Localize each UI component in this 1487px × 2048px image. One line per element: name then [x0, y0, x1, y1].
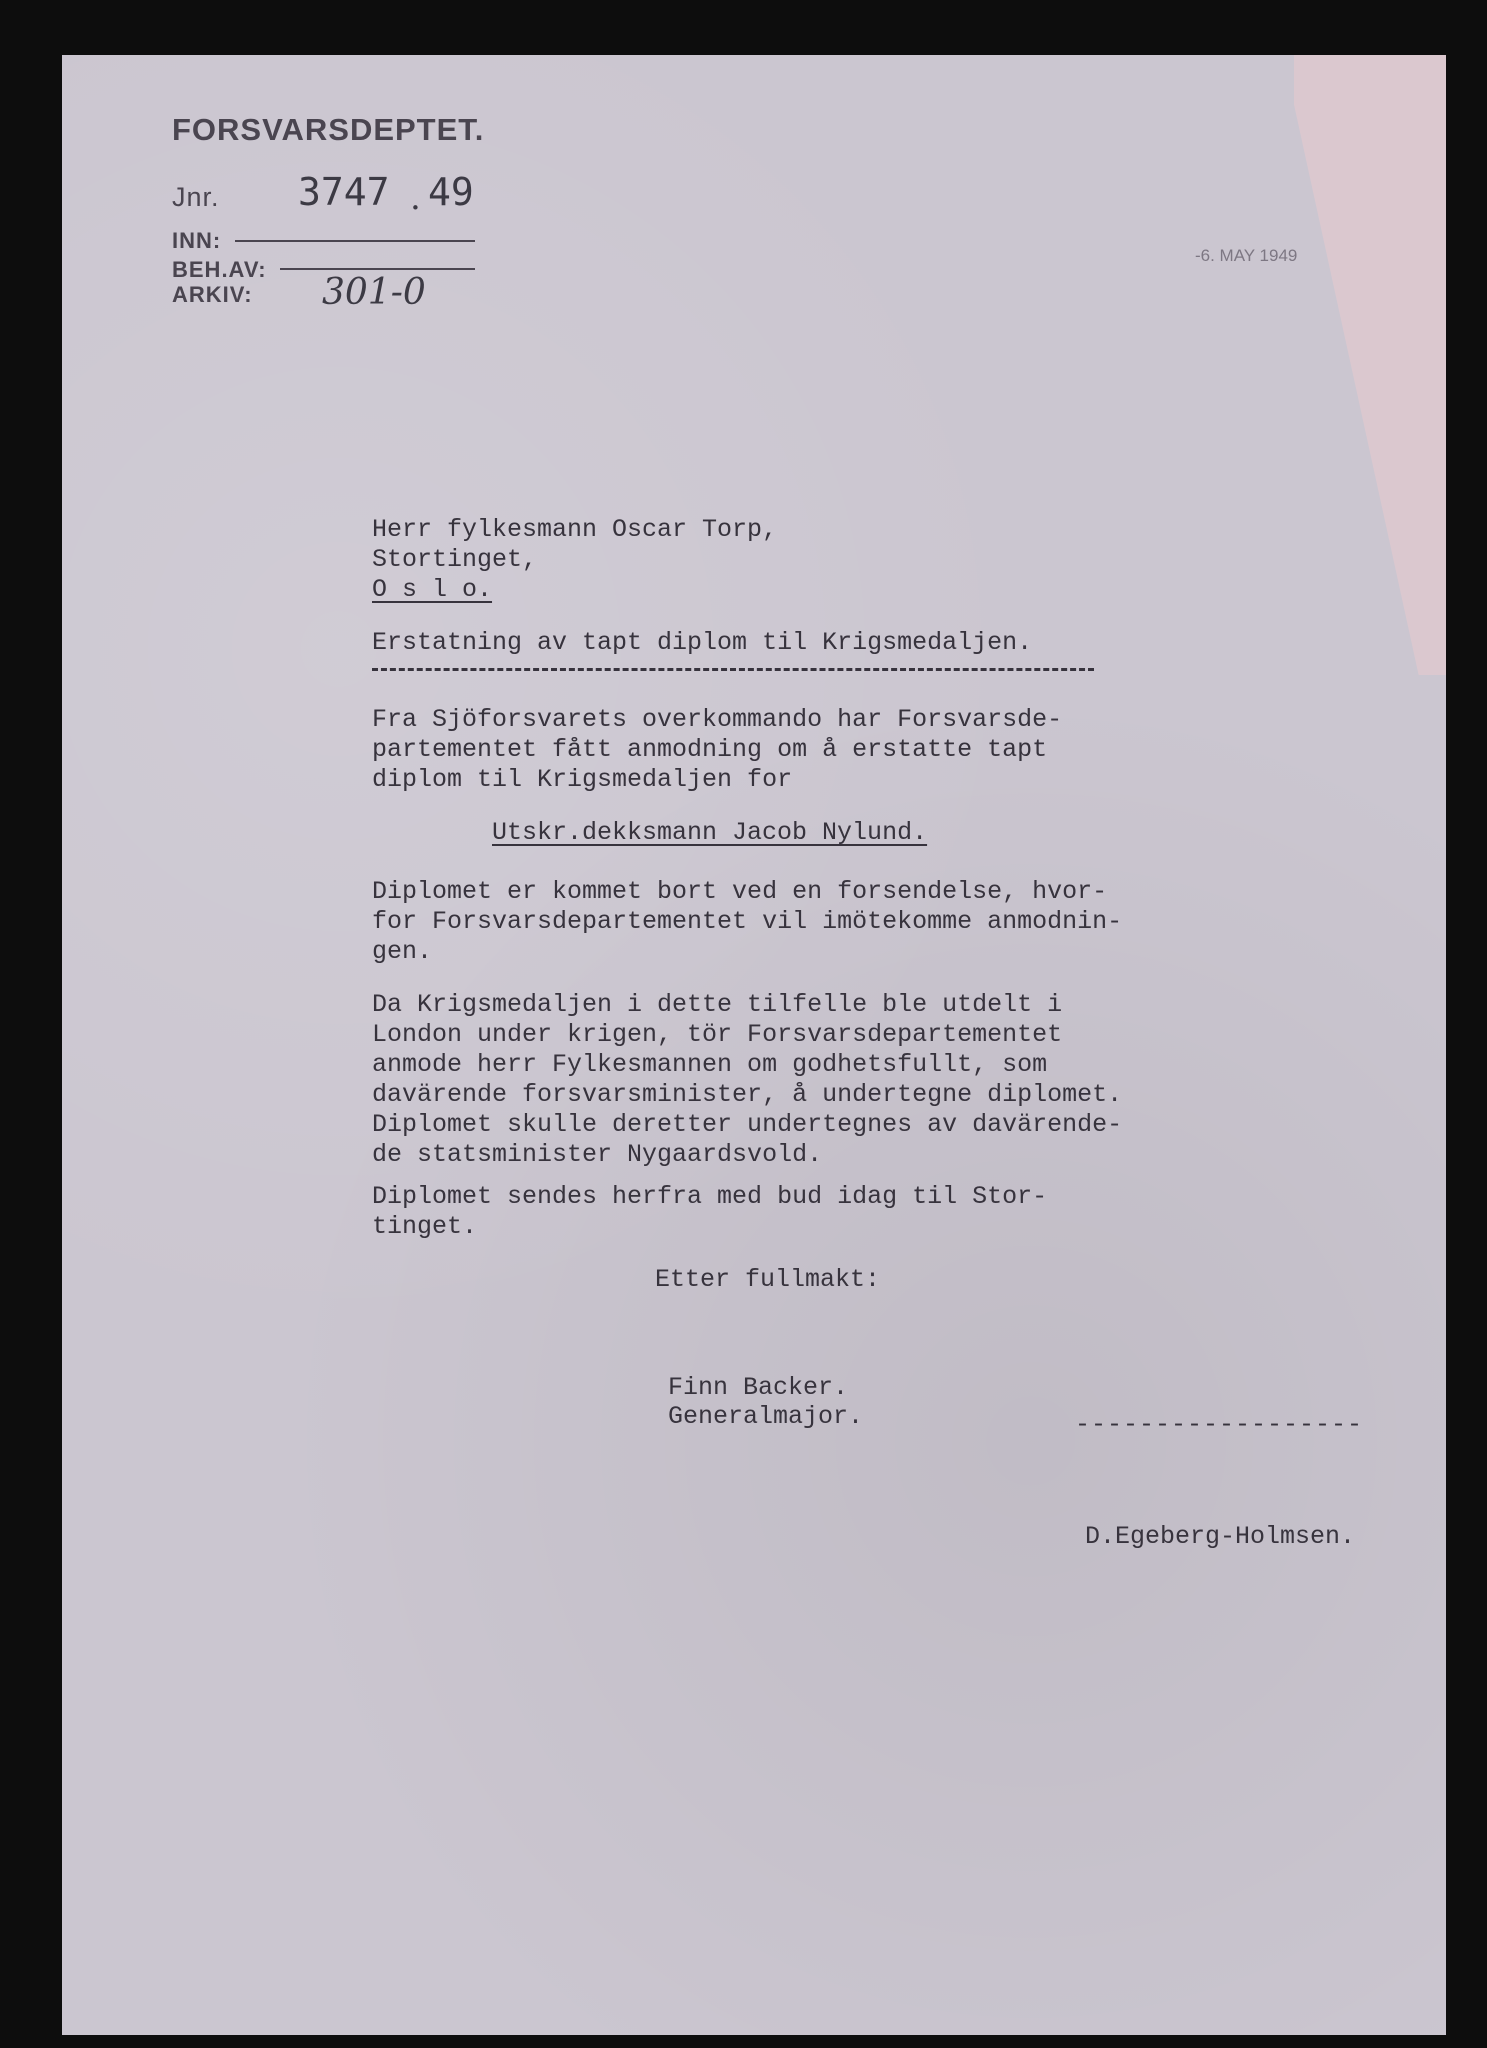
paragraph-3-line: anmode herr Fylkesmannen om godhetsfullt, som — [372, 1050, 1048, 1079]
received-date-stamp: -6. MAY 1949 — [1195, 246, 1298, 265]
stamp-office: FORSVARSDEPTET. — [172, 112, 485, 147]
stamp-beh-label: BEH.AV: — [172, 257, 267, 282]
stamp-arkiv-value: 301-0 — [322, 272, 426, 313]
signatory-title: Generalmajor. — [668, 1402, 864, 1431]
paragraph-2-line: Diplomet er kommet bort ved en forsendelse, hvor- — [372, 877, 1108, 906]
stamp-inn-line — [235, 240, 475, 242]
signature-line: ------------------ — [1075, 1410, 1364, 1439]
paragraph-2-line: for Forsvarsdepartementet vil imötekomme anmodnin- — [372, 907, 1123, 936]
subject-line: Erstatning av tapt diplom til Krigsmedaljen. — [372, 628, 1033, 657]
stamp-beh-line — [280, 268, 475, 270]
paragraph-4-line: tinget. — [372, 1212, 478, 1241]
second-signatory: D.Egeberg-Holmsen. — [1085, 1522, 1356, 1551]
closing-line: Etter fullmakt: — [655, 1265, 881, 1294]
paragraph-1-line: Fra Sjöforsvarets overkommando har Forsvarsde- — [372, 705, 1063, 734]
paragraph-1-line: partementet fått anmodning om å erstatte tapt — [372, 735, 1048, 764]
stamp-jnr-separator: . — [410, 178, 421, 218]
paragraph-3-line: davärende forsvarsminister, å undertegne diplomet. — [372, 1080, 1123, 1109]
recipient-line-1: Herr fylkesmann Oscar Torp, — [372, 515, 778, 544]
named-person: Utskr.dekksmann Jacob Nylund. — [492, 818, 928, 847]
subject-rule — [372, 668, 1094, 671]
stamp-arkiv-label: ARKIV: — [172, 282, 253, 307]
paragraph-4-line: Diplomet sendes herfra med bud idag til Stor- — [372, 1182, 1048, 1211]
paragraph-3-line: Diplomet skulle deretter undertegnes av davärende- — [372, 1110, 1123, 1139]
stamp-jnr-label: Jnr. — [172, 182, 220, 212]
stamp-jnr-year: 49 — [428, 170, 474, 214]
recipient-city: O s l o. — [372, 575, 493, 604]
paragraph-1-line: diplom til Krigsmedaljen for — [372, 765, 793, 794]
paragraph-3-line: London under krigen, tör Forsvarsdepartementet — [372, 1020, 1063, 1049]
paragraph-2-line: gen. — [372, 937, 433, 966]
stamp-jnr-number: 3747 — [298, 170, 390, 214]
recipient-line-2: Stortinget, — [372, 545, 538, 574]
paragraph-3-line: de statsminister Nygaardsvold. — [372, 1140, 823, 1169]
stamp-inn-label: INN: — [172, 228, 222, 253]
paragraph-3-line: Da Krigsmedaljen i dette tilfelle ble utdelt i — [372, 990, 1063, 1019]
signatory-name: Finn Backer. — [668, 1373, 849, 1402]
